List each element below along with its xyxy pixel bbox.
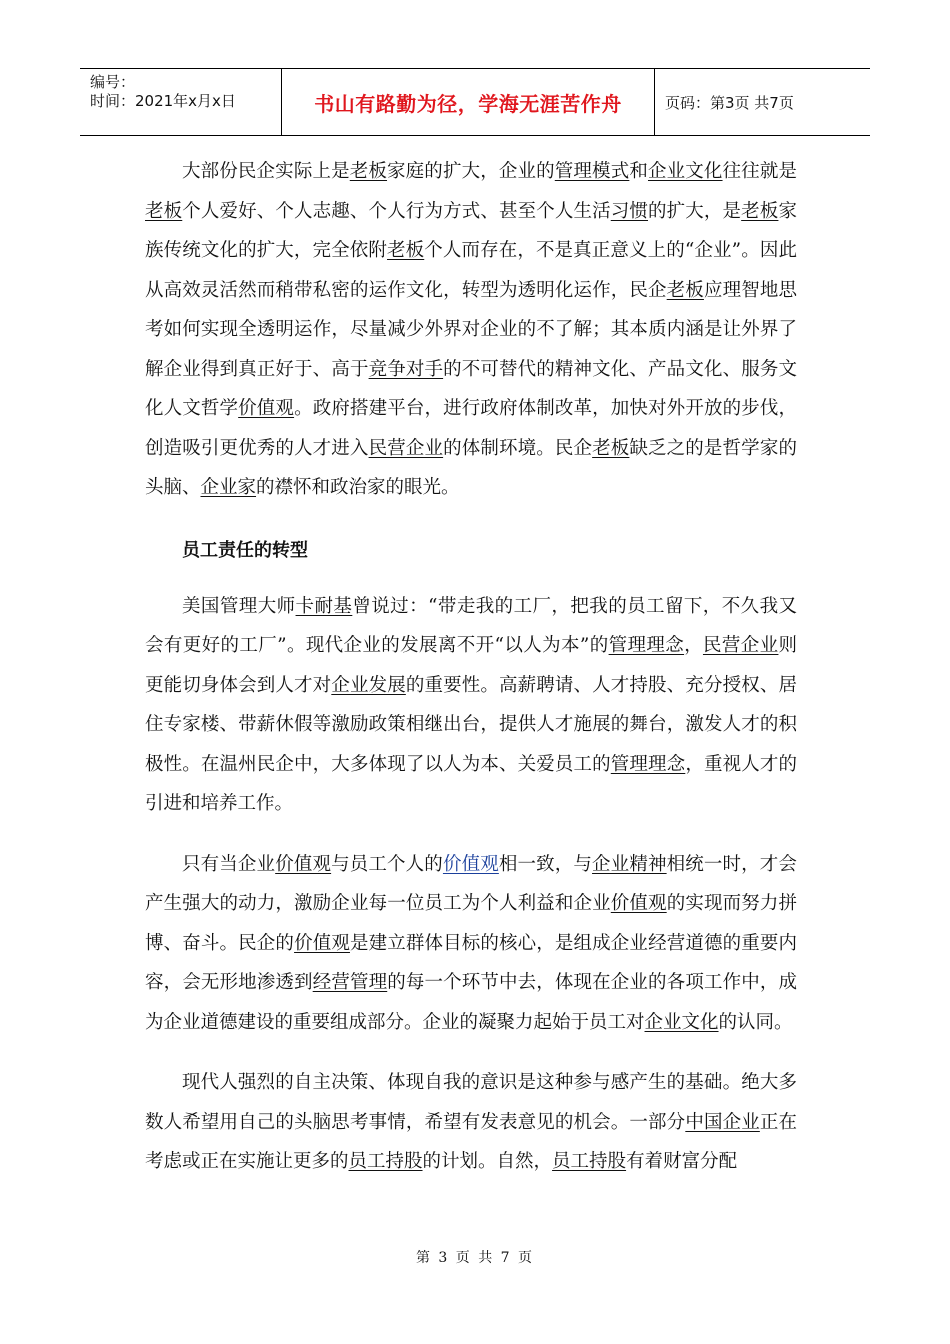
text: 的体制环境。民企 [443,437,593,459]
link[interactable]: 老板 [666,279,704,301]
link[interactable]: 企业家 [200,477,257,498]
link[interactable]: 老板 [145,200,183,222]
link[interactable]: 价值观 [442,853,499,875]
link[interactable]: 民营企业 [368,437,444,459]
link[interactable]: 老板 [387,240,425,261]
text: 曾说过：“带走我的工厂，把我的员工留下，不久我又会有更好的工厂”。现代企业的发展离不开“以人为本”的 [145,595,797,656]
motto: 书山有路勤为径，学海无涯苦作舟 [314,91,622,116]
link[interactable]: 习惯 [610,200,649,222]
header-meta [80,69,281,135]
text: 家庭的扩大，企业的 [387,161,555,182]
text: 应理智地思考如何实现全透明运作，尽量减少外界对企业的不了解；其本质内涵是让外界了解企业得到真正好于、高于 [145,279,797,380]
text: 家族传统文化的扩大，完全依附 [145,200,797,261]
text: 相一致，与 [498,853,593,875]
text: 的襟怀和政治家的眼光。 [256,477,460,498]
page-info: 页码：第3页 共7页 [665,93,794,112]
link[interactable]: 老板 [741,200,779,222]
link[interactable]: 企业精神 [592,853,667,875]
header-motto-cell [281,69,655,135]
link[interactable]: 员工持股 [348,1151,423,1172]
number-label: 编号： [90,73,136,91]
spacer [145,824,797,845]
link[interactable]: 老板 [349,161,388,182]
text: 有着财富分配 [626,1151,738,1172]
link[interactable]: 卡耐基 [295,595,353,617]
link[interactable]: 企业文化 [647,161,723,182]
date-label: 时间：2021年x月x日 [90,92,236,110]
text: 和 [629,161,648,182]
text: 大部份民企实际上是 [182,161,350,182]
link[interactable]: 价值观 [610,893,667,914]
text: 的不可替代的精神文化、产品文化、服务文化人文哲学 [145,358,797,419]
text: 的重要性。高薪聘请、人才持股、充分授权、居住专家楼、带薪休假等激励政策相继出台，提供人才施展的舞台，激发人才的积极性。在温州民企中，大多体现了以人为本、关爱员工的 [145,674,797,775]
text: 往往就是 [722,161,797,182]
text: 个人爱好、个人志趣、个人行为方式、甚至个人生活 [182,200,611,222]
page-footer: 第 3 页 共 7 页 [415,1250,535,1266]
text: 的扩大，是 [648,200,742,222]
paragraph [145,587,797,824]
text: ，重视人才的引进和培养工作。 [145,753,797,814]
link[interactable]: 价值观 [294,932,350,954]
link[interactable]: 管理理念 [608,635,685,656]
text: 美国管理大师 [182,595,296,617]
page-header [80,68,870,136]
paragraph [145,152,797,508]
document-body [145,152,797,1182]
text: 的每一个环节中去，体现在企业的各项工作中，成为企业道德建设的重要组成部分。企业的凝聚力起始于员工对 [145,972,797,1033]
text: ， [684,635,703,656]
link[interactable]: 民营企业 [702,635,779,656]
link[interactable]: 老板 [592,437,630,459]
link[interactable]: 中国企业 [685,1111,760,1133]
link[interactable]: 经营管理 [312,972,388,993]
text: 是建立群体目标的核心，是组成企业经营道德的重要内容，会无形地渗透到 [145,932,797,993]
text: 正在考虑或正在实施让更多的 [145,1111,797,1172]
paragraph [145,845,797,1043]
spacer [145,1042,797,1063]
text: 与员工个人的 [331,853,443,875]
paragraph [145,1063,797,1182]
link[interactable]: 竞争对手 [368,358,444,380]
text: 缺乏之的是哲学家的头脑、 [145,437,797,498]
link[interactable]: 员工持股 [552,1151,627,1172]
text: 个人而存在，不是真正意义上的“企业”。因此从高效灵活然而稍带私密的运作文化，转型为透明化运作，民企 [145,240,797,301]
text: 的实现而努力拼博、奋斗。民企的 [145,893,797,954]
text: 。政府搭建平台，进行政府体制改革，加快对外开放的步伐，创造吸引更优秀的人才进入 [145,398,797,459]
link[interactable]: 管理模式 [554,161,630,182]
text: 现代人强烈的自主决策、体现自我的意识是这种参与感产生的基础。绝大多数人希望用自己的头脑思考事情，希望有发表意见的机会。一部分 [145,1072,797,1133]
link[interactable]: 管理理念 [610,753,686,775]
text: 只有当企业 [182,853,276,875]
header-page-info [655,69,870,135]
text: 相统一时，才会产生强大的动力，激励企业每一位员工为个人利益和企业 [145,853,797,914]
section-heading: 员工责任的转型 [182,539,308,561]
text: 则更能切身体会到人才对 [145,635,797,696]
link[interactable]: 企业发展 [331,674,406,696]
link[interactable]: 价值观 [275,853,332,875]
text: 的认同。 [718,1011,793,1033]
link[interactable]: 企业文化 [644,1011,719,1033]
link[interactable]: 价值观 [238,398,295,419]
text: 的计划。自然， [422,1151,553,1172]
